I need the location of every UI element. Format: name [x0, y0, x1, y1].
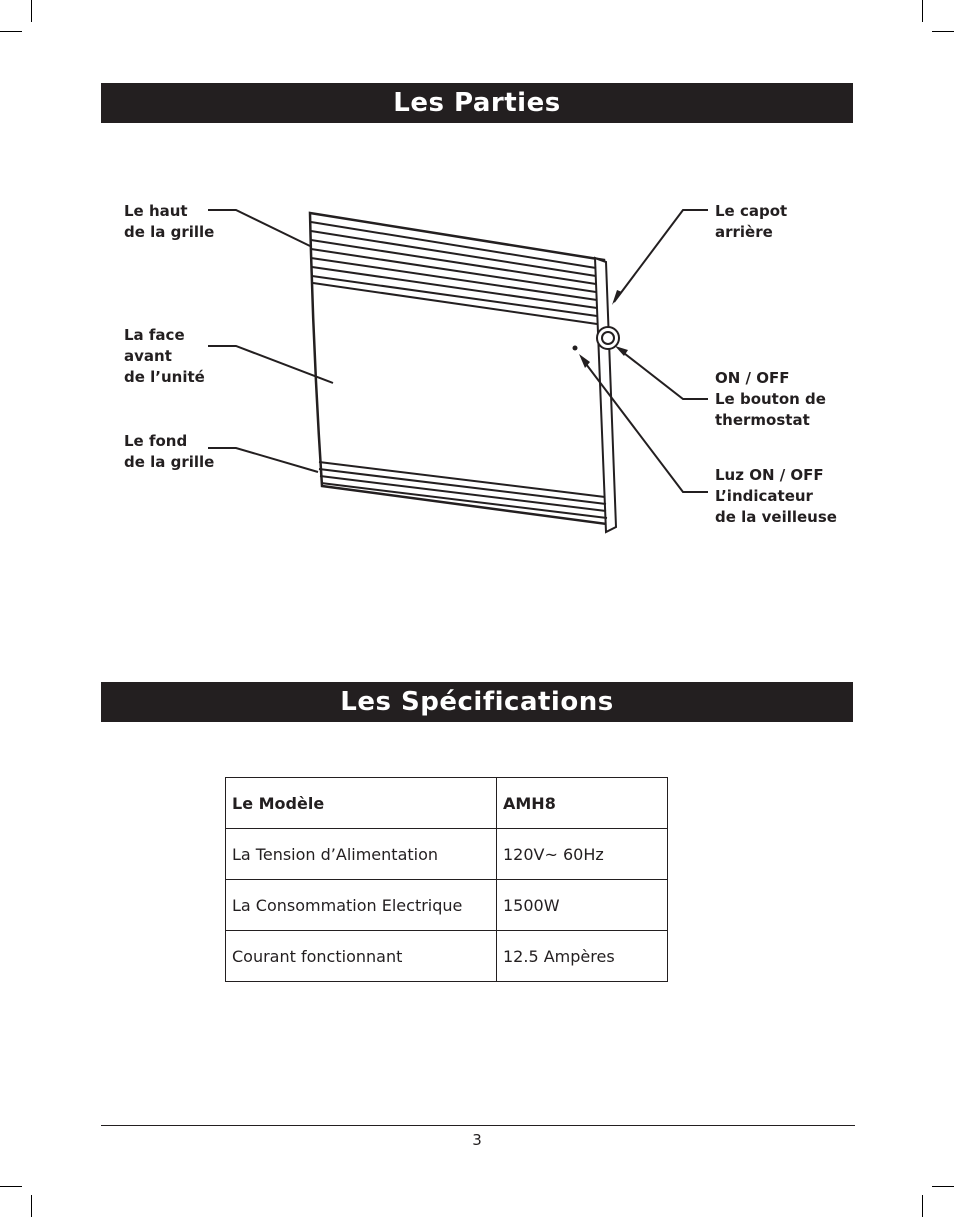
label-bottom-grille: Le fond de la grille	[124, 432, 215, 471]
page-number: 3	[472, 1131, 482, 1149]
spec-label: La Tension d’Alimentation	[226, 829, 497, 880]
spec-label: La Consommation Electrique	[226, 880, 497, 931]
specs-table	[225, 777, 668, 982]
spec-value: 120V~ 60Hz	[497, 829, 668, 880]
label-back-cover: Le capot arrière	[715, 202, 788, 241]
table-row	[226, 880, 668, 931]
label-front-face: La face avant de l’unité	[124, 326, 205, 386]
leader-back-cover	[614, 210, 708, 302]
label-indicator: Luz ON / OFF L’indicateur de la veilleuse	[715, 466, 837, 526]
parts-title: Les Parties	[101, 83, 853, 123]
spec-label: Courant fonctionnant	[226, 931, 497, 982]
spec-label: Le Modèle	[226, 778, 497, 829]
pilot-light-dot	[573, 346, 578, 351]
heater-body	[310, 213, 614, 525]
leader-bottom-grille	[208, 448, 318, 472]
table-row	[226, 778, 668, 829]
spec-value: 12.5 Ampères	[497, 931, 668, 982]
leader-thermostat	[620, 350, 708, 399]
spec-value: 1500W	[497, 880, 668, 931]
thermostat-knob	[597, 327, 619, 349]
footer-rule	[101, 1125, 855, 1126]
crop-mark	[922, 1195, 923, 1217]
crop-mark	[932, 1186, 954, 1187]
specs-title: Les Spécifications	[101, 682, 853, 722]
table-row	[226, 829, 668, 880]
label-thermostat: ON / OFF Le bouton de thermostat	[715, 369, 826, 429]
crop-mark	[0, 1186, 22, 1187]
table-row	[226, 931, 668, 982]
leader-top-grille	[208, 210, 310, 246]
label-top-grille: Le haut de la grille	[124, 202, 215, 241]
spec-value: AMH8	[497, 778, 668, 829]
crop-mark	[31, 1195, 32, 1217]
